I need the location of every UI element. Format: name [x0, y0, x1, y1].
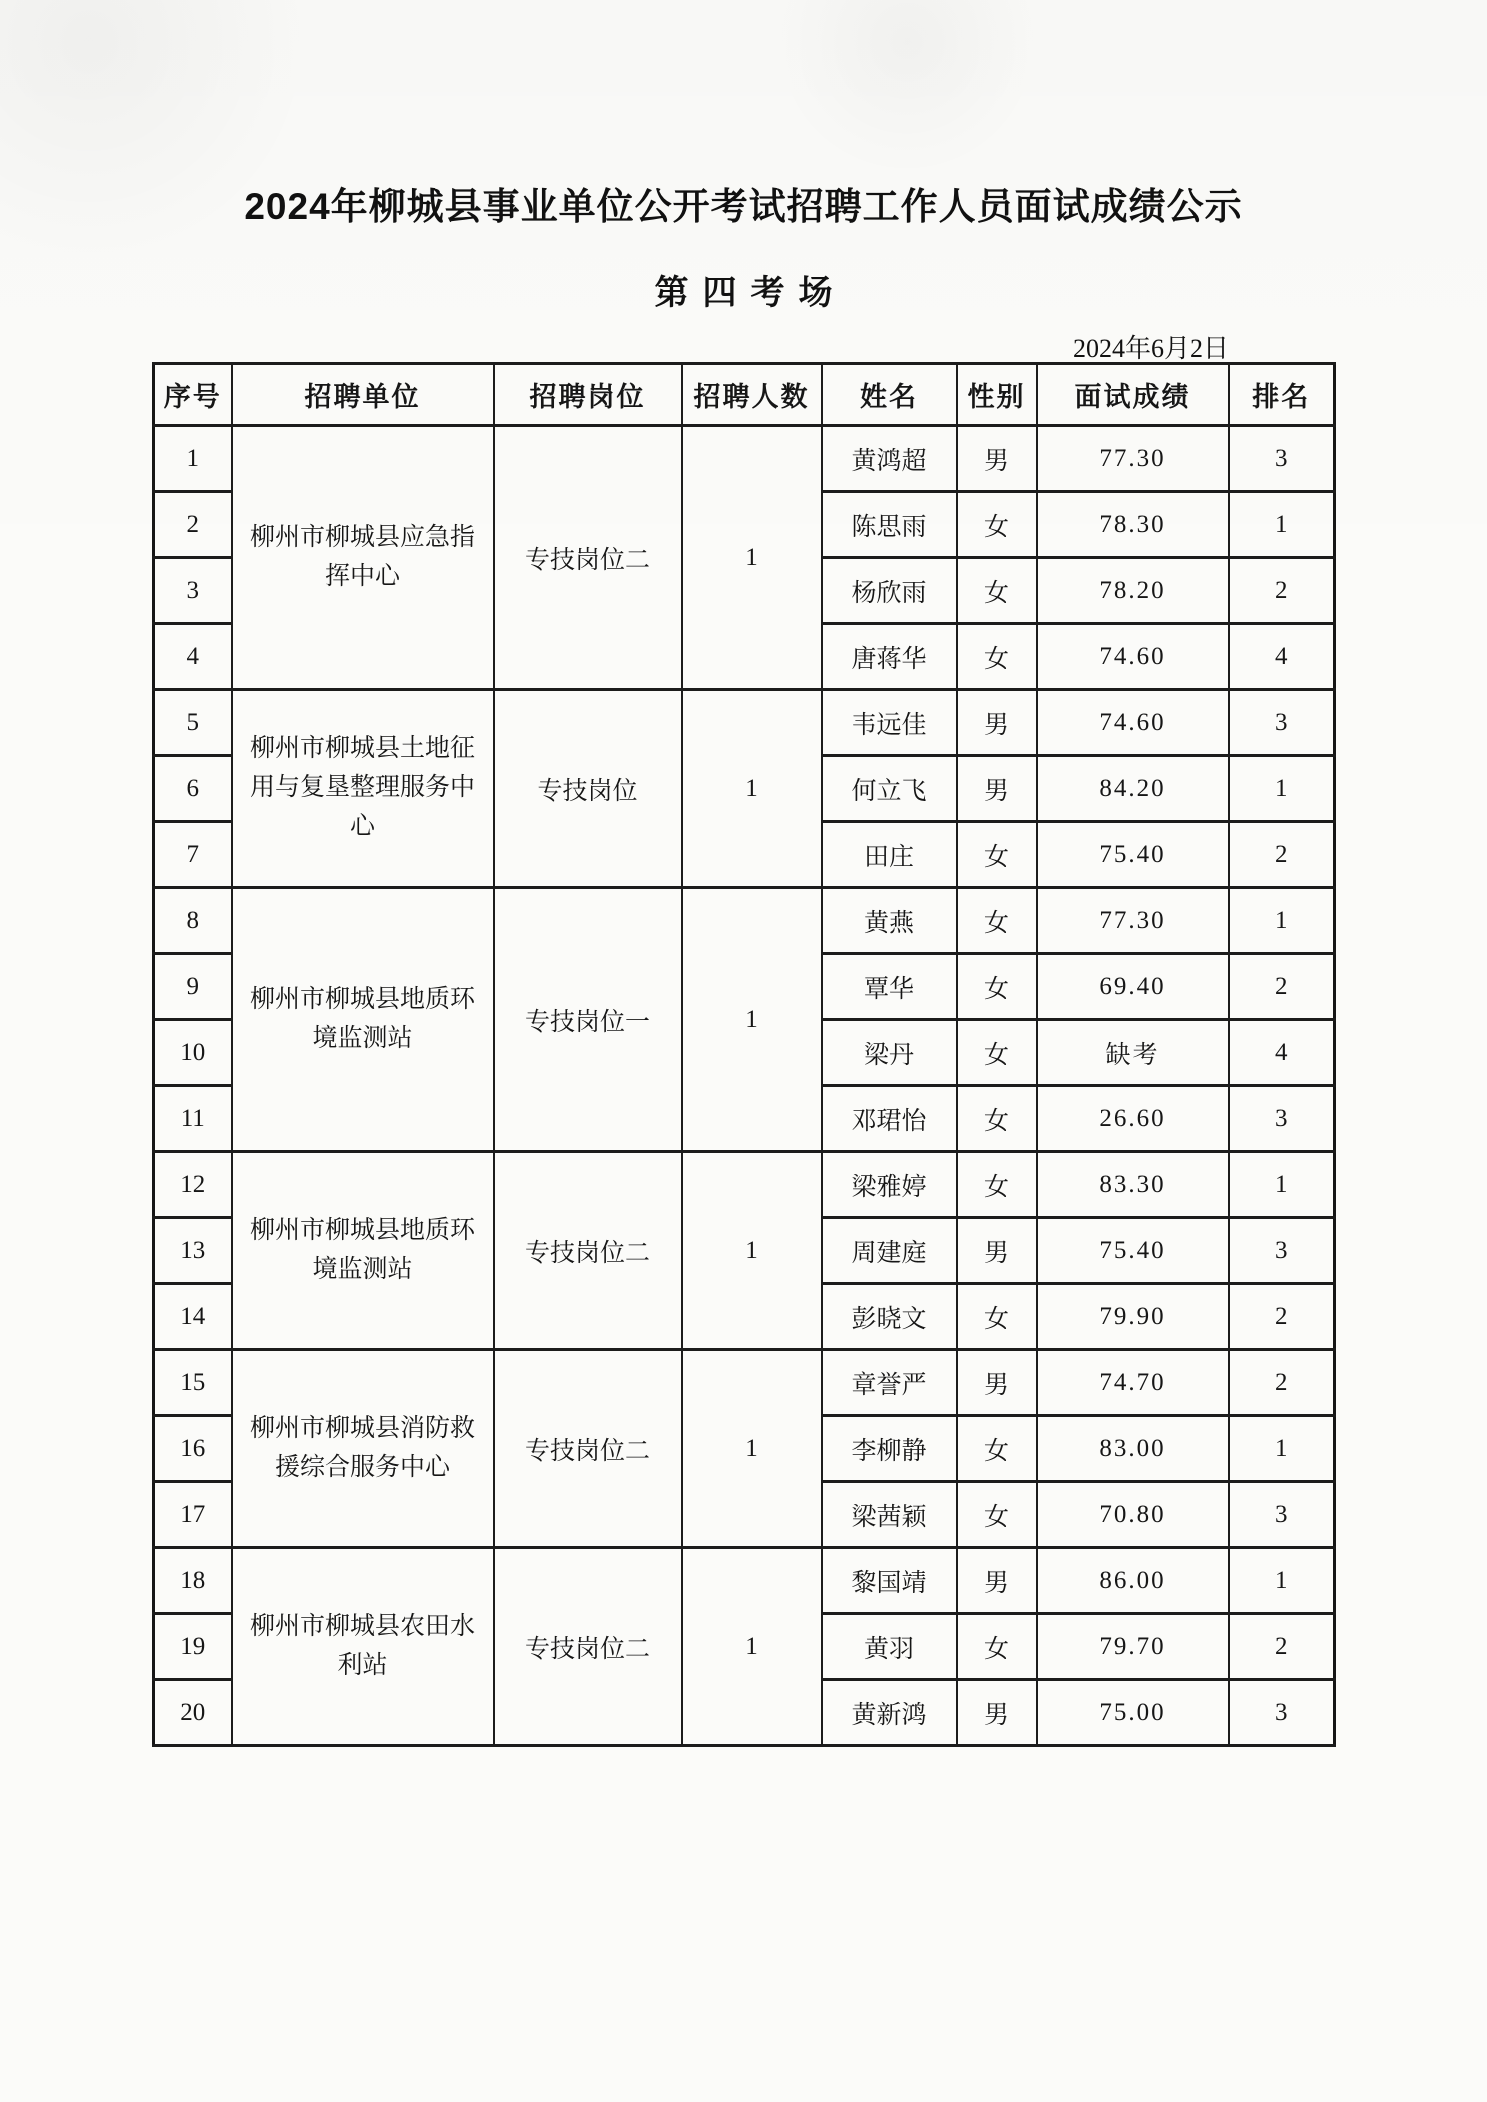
gender-cell: 女	[957, 888, 1037, 954]
row-number-cell: 17	[154, 1482, 232, 1548]
position-cell: 专技岗位二	[494, 426, 682, 690]
row-number-cell: 18	[154, 1548, 232, 1614]
rank-cell: 3	[1229, 1482, 1335, 1548]
row-number-cell: 15	[154, 1350, 232, 1416]
header-cell-no: 序号	[154, 364, 232, 426]
header-cell-name: 姓名	[822, 364, 957, 426]
interview-score-cell: 83.30	[1037, 1152, 1229, 1218]
header-cell-count: 招聘人数	[682, 364, 822, 426]
candidate-name-cell: 韦远佳	[822, 690, 957, 756]
rank-cell: 1	[1229, 492, 1335, 558]
position-cell: 专技岗位	[494, 690, 682, 888]
interview-score-cell: 79.90	[1037, 1284, 1229, 1350]
rank-cell: 2	[1229, 1284, 1335, 1350]
row-number-cell: 5	[154, 690, 232, 756]
interview-score-cell: 86.00	[1037, 1548, 1229, 1614]
header-row	[154, 364, 1335, 426]
position-cell: 专技岗位一	[494, 888, 682, 1152]
rank-cell: 1	[1229, 1548, 1335, 1614]
interview-score-cell: 75.40	[1037, 1218, 1229, 1284]
recruiting-unit-cell: 柳州市柳城县地质环境监测站	[232, 888, 494, 1152]
candidate-name-cell: 黄羽	[822, 1614, 957, 1680]
rank-cell: 4	[1229, 624, 1335, 690]
recruiting-unit-cell: 柳州市柳城县地质环境监测站	[232, 1152, 494, 1350]
recruiting-unit-cell: 柳州市柳城县应急指挥中心	[232, 426, 494, 690]
interview-score-cell: 70.80	[1037, 1482, 1229, 1548]
gender-cell: 女	[957, 1416, 1037, 1482]
recruit-count-cell: 1	[682, 888, 822, 1152]
interview-score-cell: 75.00	[1037, 1680, 1229, 1746]
recruit-count-cell: 1	[682, 1152, 822, 1350]
recruit-count-cell: 1	[682, 426, 822, 690]
rank-cell: 3	[1229, 1086, 1335, 1152]
candidate-name-cell: 李柳静	[822, 1416, 957, 1482]
table-row	[154, 426, 1335, 492]
table-header-row	[154, 364, 1335, 426]
interview-score-cell: 79.70	[1037, 1614, 1229, 1680]
row-number-cell: 14	[154, 1284, 232, 1350]
interview-score-cell: 77.30	[1037, 426, 1229, 492]
gender-cell: 女	[957, 1086, 1037, 1152]
interview-score-cell: 74.60	[1037, 690, 1229, 756]
interview-score-cell: 78.30	[1037, 492, 1229, 558]
row-number-cell: 3	[154, 558, 232, 624]
candidate-name-cell: 黄鸿超	[822, 426, 957, 492]
score-table	[152, 362, 1336, 1747]
table-row	[154, 888, 1335, 954]
table-row	[154, 1350, 1335, 1416]
row-number-cell: 8	[154, 888, 232, 954]
interview-score-cell: 69.40	[1037, 954, 1229, 1020]
header-cell-rank: 排名	[1229, 364, 1335, 426]
candidate-name-cell: 梁丹	[822, 1020, 957, 1086]
rank-cell: 1	[1229, 888, 1335, 954]
candidate-name-cell: 田庄	[822, 822, 957, 888]
candidate-name-cell: 邓珺怡	[822, 1086, 957, 1152]
rank-cell: 2	[1229, 1614, 1335, 1680]
rank-cell: 1	[1229, 1416, 1335, 1482]
gender-cell: 女	[957, 492, 1037, 558]
row-number-cell: 13	[154, 1218, 232, 1284]
position-cell: 专技岗位二	[494, 1548, 682, 1746]
header-cell-unit: 招聘单位	[232, 364, 494, 426]
row-number-cell: 6	[154, 756, 232, 822]
gender-cell: 女	[957, 1614, 1037, 1680]
gender-cell: 女	[957, 624, 1037, 690]
rank-cell: 1	[1229, 756, 1335, 822]
candidate-name-cell: 周建庭	[822, 1218, 957, 1284]
gender-cell: 男	[957, 1350, 1037, 1416]
row-number-cell: 7	[154, 822, 232, 888]
row-number-cell: 20	[154, 1680, 232, 1746]
candidate-name-cell: 黄新鸿	[822, 1680, 957, 1746]
rank-cell: 2	[1229, 558, 1335, 624]
table-row	[154, 1548, 1335, 1614]
row-number-cell: 1	[154, 426, 232, 492]
gender-cell: 女	[957, 558, 1037, 624]
rank-cell: 2	[1229, 1350, 1335, 1416]
candidate-name-cell: 章誉严	[822, 1350, 957, 1416]
row-number-cell: 19	[154, 1614, 232, 1680]
position-cell: 专技岗位二	[494, 1152, 682, 1350]
rank-cell: 3	[1229, 1218, 1335, 1284]
recruiting-unit-cell: 柳州市柳城县农田水利站	[232, 1548, 494, 1746]
table-row	[154, 690, 1335, 756]
candidate-name-cell: 唐蒋华	[822, 624, 957, 690]
rank-cell: 3	[1229, 426, 1335, 492]
gender-cell: 男	[957, 756, 1037, 822]
rank-cell: 2	[1229, 822, 1335, 888]
candidate-name-cell: 彭晓文	[822, 1284, 957, 1350]
gender-cell: 男	[957, 1680, 1037, 1746]
gender-cell: 女	[957, 1152, 1037, 1218]
exam-room-subtitle: 第四考场	[654, 274, 847, 312]
row-number-cell: 11	[154, 1086, 232, 1152]
rank-cell: 1	[1229, 1152, 1335, 1218]
recruit-count-cell: 1	[682, 1548, 822, 1746]
interview-score-cell: 75.40	[1037, 822, 1229, 888]
gender-cell: 男	[957, 1218, 1037, 1284]
interview-score-cell: 78.20	[1037, 558, 1229, 624]
header-cell-score: 面试成绩	[1037, 364, 1229, 426]
rank-cell: 4	[1229, 1020, 1335, 1086]
gender-cell: 女	[957, 1482, 1037, 1548]
row-number-cell: 4	[154, 624, 232, 690]
interview-score-cell: 74.60	[1037, 624, 1229, 690]
gender-cell: 男	[957, 690, 1037, 756]
announcement-date: 2024年6月2日	[1072, 334, 1229, 363]
interview-score-cell: 77.30	[1037, 888, 1229, 954]
position-cell: 专技岗位二	[494, 1350, 682, 1548]
row-number-cell: 16	[154, 1416, 232, 1482]
candidate-name-cell: 黄燕	[822, 888, 957, 954]
interview-score-cell: 26.60	[1037, 1086, 1229, 1152]
table-row	[154, 1152, 1335, 1218]
row-number-cell: 10	[154, 1020, 232, 1086]
gender-cell: 男	[957, 1548, 1037, 1614]
recruit-count-cell: 1	[682, 690, 822, 888]
candidate-name-cell: 覃华	[822, 954, 957, 1020]
gender-cell: 女	[957, 1020, 1037, 1086]
candidate-name-cell: 梁茜颖	[822, 1482, 957, 1548]
header-cell-position: 招聘岗位	[494, 364, 682, 426]
recruiting-unit-cell: 柳州市柳城县消防救援综合服务中心	[232, 1350, 494, 1548]
interview-score-cell: 84.20	[1037, 756, 1229, 822]
row-number-cell: 9	[154, 954, 232, 1020]
row-number-cell: 2	[154, 492, 232, 558]
candidate-name-cell: 黎国靖	[822, 1548, 957, 1614]
table-body	[154, 426, 1335, 1746]
recruiting-unit-cell: 柳州市柳城县土地征用与复垦整理服务中心	[232, 690, 494, 888]
gender-cell: 女	[957, 954, 1037, 1020]
rank-cell: 3	[1229, 1680, 1335, 1746]
gender-cell: 女	[957, 1284, 1037, 1350]
recruit-count-cell: 1	[682, 1350, 822, 1548]
page-title: 2024年柳城县事业单位公开考试招聘工作人员面试成绩公示	[244, 186, 1243, 227]
row-number-cell: 12	[154, 1152, 232, 1218]
gender-cell: 女	[957, 822, 1037, 888]
candidate-name-cell: 杨欣雨	[822, 558, 957, 624]
gender-cell: 男	[957, 426, 1037, 492]
interview-score-cell: 74.70	[1037, 1350, 1229, 1416]
interview-score-cell: 缺考	[1037, 1020, 1229, 1086]
candidate-name-cell: 何立飞	[822, 756, 957, 822]
rank-cell: 3	[1229, 690, 1335, 756]
header-cell-gender: 性别	[957, 364, 1037, 426]
candidate-name-cell: 陈思雨	[822, 492, 957, 558]
interview-score-cell: 83.00	[1037, 1416, 1229, 1482]
rank-cell: 2	[1229, 954, 1335, 1020]
candidate-name-cell: 梁雅婷	[822, 1152, 957, 1218]
